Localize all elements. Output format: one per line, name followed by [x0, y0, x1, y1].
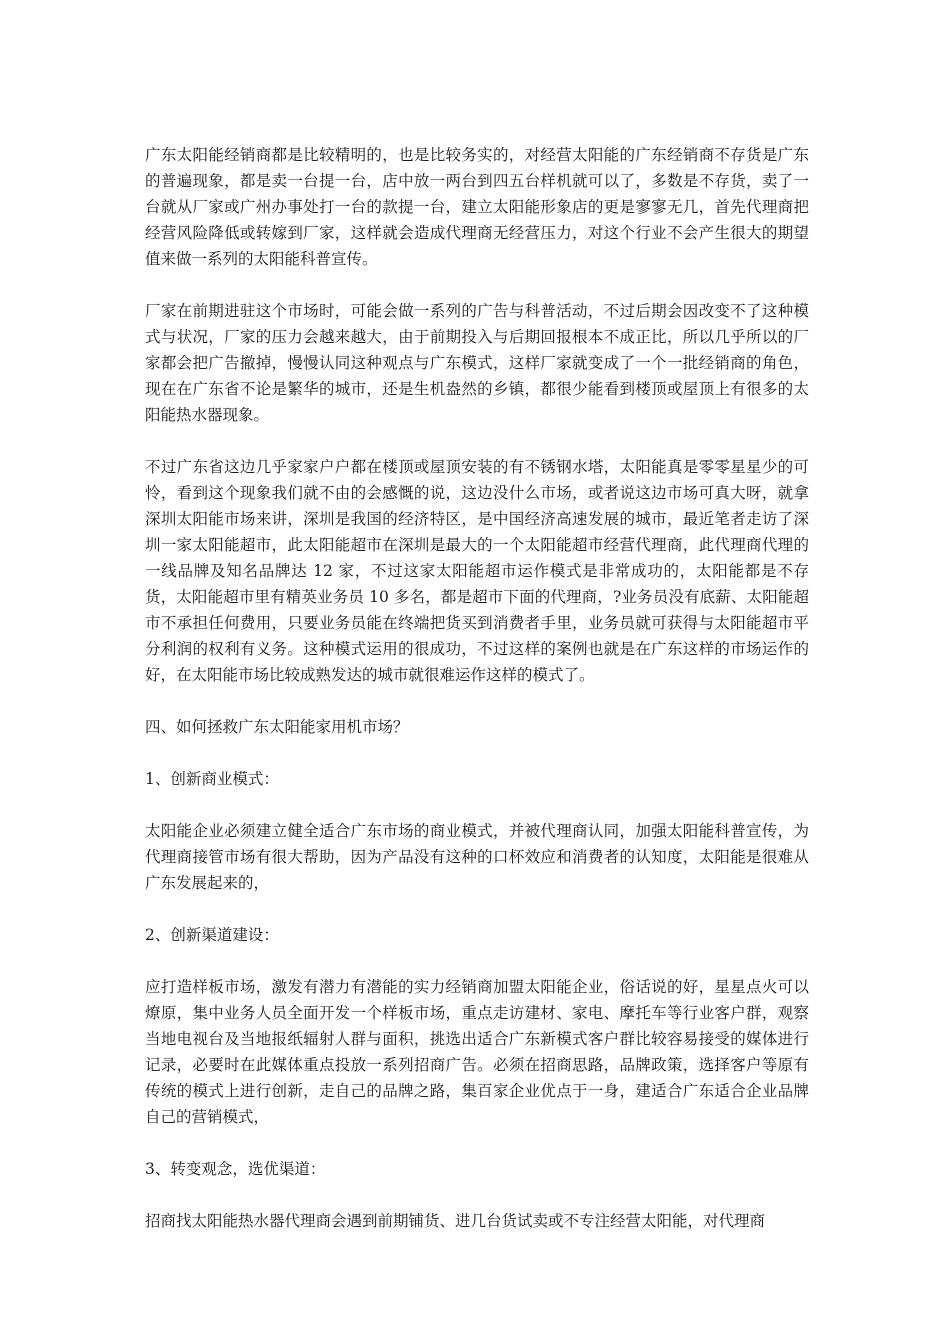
subheading-change-mindset: 3、转变观念，选优渠道： — [145, 1160, 326, 1178]
paragraph-channel-building: 应打造样板市场，激发有潜力有潜能的实力经销商加盟太阳能企业，俗话说的好，星星点火可以燎原，集中业务人员全面开发一个样板市场，重点走访建材、家电、摩托车等行业客户群，观察当地电视台及当地报纸辐射人群与面积，挑选出适合广东新模式客户群比较容易接受的媒体进行记录，必要时在此媒体重点投放一系列招商广告。必须在招商思路，品牌政策，选择客户等原有传统的模式上进行创新，走自己的品牌之路，集百家企业优点于一身，建适合广东适合企业品牌自己的营销模式， — [145, 978, 809, 1126]
paragraph-agent-recruitment: 招商找太阳能热水器代理商会遇到前期铺货、进几台货试卖或不专注经营太阳能，对代理商 — [145, 1212, 766, 1230]
paragraph-business-model: 太阳能企业必须建立健全适合广东市场的商业模式，并被代理商认同，加强太阳能科普宣传，为代理商接管市场有很大帮助，因为产品没有这种的口杯效应和消费者的认知度，太阳能是很难从广东发展起来的， — [145, 822, 809, 892]
paragraph-shenzhen-case: 不过广东省这边几乎家家户户都在楼顶或屋顶安装的有不锈钢水塔，太阳能真是零零星星少的可怜，看到这个现象我们就不由的会感慨的说，这边没什么市场，或者说这边市场可真大呀，就拿深圳太阳能市场来讲，深圳是我国的经济特区，是中国经济高速发展的城市，最近笔者走访了深圳一家太阳能超市，此太阳能超市在深圳是最大的一个太阳能超市经营代理商，此代理商代理的一线品牌及知名品牌达 12 家，不过这家太阳能超市运作模式是非常成功的，太阳能都是不存货，太阳能超市里有精英业务员 10 多名，都是超市下面的代理商，?业务员没有底薪、太阳能超市不承担任何费用，只要业务员能在终端把货买到消费者手里，业务员就可获得与太阳能超市平分利润的权利有义务。这种模式运用的很成功，不过这样的案例也就是在广东这样的市场运作的好，在太阳能市场比较成熟发达的城市就很难运作这样的模式了。 — [145, 458, 809, 684]
subheading-channel-building: 2、创新渠道建设： — [145, 926, 279, 944]
paragraph-manufacturer-pressure: 厂家在前期进驻这个市场时，可能会做一系列的广告与科普活动，不过后期会因改变不了这种模式与状况，厂家的压力会越来越大，由于前期投入与后期回报根本不成正比，所以几乎所以的厂家都会把广告撤掉，慢慢认同这种观点与广东模式，这样厂家就变成了一个一批经销商的角色，现在在广东省不论是繁华的城市，还是生机盎然的乡镇，都很少能看到楼顶或屋顶上有很多的太阳能热水器现象。 — [145, 302, 809, 424]
document-body — [145, 142, 809, 1234]
subheading-business-model: 1、创新商业模式： — [145, 770, 279, 788]
paragraph-distributor-practices: 广东太阳能经销商都是比较精明的，也是比较务实的，对经营太阳能的广东经销商不存货是广东的普遍现象，都是卖一台提一台，店中放一两台到四五台样机就可以了，多数是不存货，卖了一台就从厂家或广州办事处打一台的款提一台，建立太阳能形象店的更是寥寥无几，首先代理商把经营风险降低或转嫁到厂家，这样就会造成代理商无经营压力，对这个行业不会产生很大的期望值来做一系列的太阳能科普宣传。 — [145, 146, 809, 268]
section-heading-rescue-market: 四、如何拯救广东太阳能家用机市场？ — [145, 718, 409, 736]
